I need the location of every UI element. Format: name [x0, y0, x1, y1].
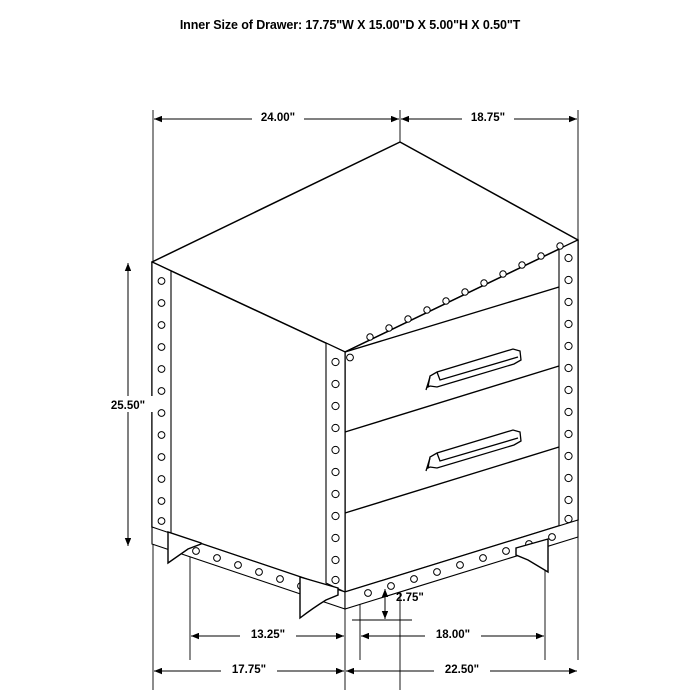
- page-title: Inner Size of Drawer: 17.75"W X 15.00"D X 5.00"H X 0.50"T: [179, 18, 521, 32]
- dimension-label-1325: 13.25": [250, 629, 286, 641]
- dimension-label-275: 2.75": [396, 592, 424, 604]
- dimension-label-24: 24.00": [260, 112, 296, 124]
- nightstand-body: [152, 142, 578, 592]
- dimension-label-1775: 17.75": [231, 664, 267, 676]
- dimension-label-1875: 18.75": [470, 112, 506, 124]
- dimension-label-2550: 25.50": [110, 400, 146, 412]
- dimension-label-1800: 18.00": [435, 629, 471, 641]
- dimension-label-2250: 22.50": [444, 664, 480, 676]
